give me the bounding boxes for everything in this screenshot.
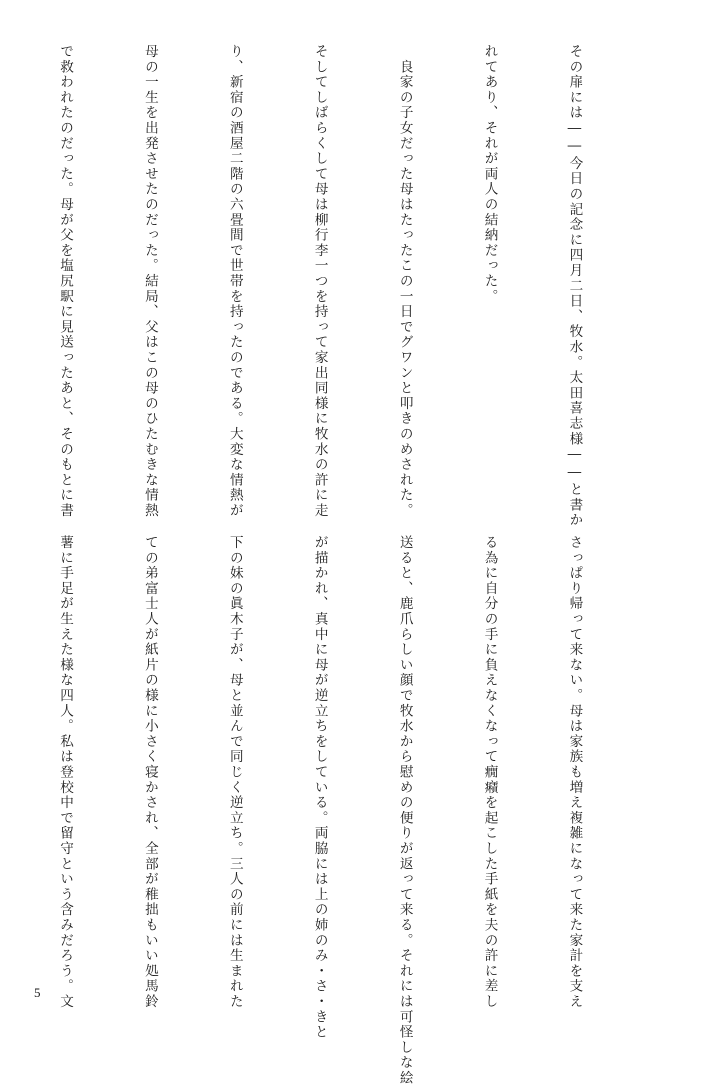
text-column: 薯に手足が生えた様な四人。私は登校中で留守という含みだろう。文 (57, 535, 74, 1010)
text-column: ての弟富士人が紙片の様に小さく寝かされ、全部が稚拙もいい処馬鈴 (141, 535, 158, 1010)
page-number: 5 (34, 985, 41, 1000)
text-column: さっぱり帰って来ない。母は家族も増え複雑になって来た家計を支え (566, 535, 583, 1010)
text-column: で救われたのだった。母が父を塩尻駅に見送ったあと、そのもとに書 (57, 44, 74, 519)
text-column: 送ると、鹿爪らしい顔で牧水から慰めの便りが返って来る。それには可怪しな絵 (396, 535, 413, 1086)
text-column: 良家の子女だった母はたったこの一日でグワンと叩きのめされた。 (396, 44, 413, 519)
text-column: そしてしばらくして母は柳行李一つを持って家出同様に牧水の許に走 (311, 44, 328, 519)
text-column: 母の一生を出発させたのだった。結局、父はこの母のひたむきな情熱 (141, 44, 158, 519)
text-column: が描かれ、真中に母が逆立ちをしている。両脇には上の姉のみ・さ・きと (311, 535, 328, 1040)
text-column: る為に自分の手に負えなくなって癇癪を起こした手紙を夫の許に差し (481, 535, 498, 1010)
upper-text-block (57, 44, 645, 528)
text-column: れてあり、それが両人の結納だった。 (481, 44, 498, 305)
text-column: 下の妹の眞木子が、母と並んで同じく逆立ち。三人の前には生まれた (226, 535, 243, 1010)
lower-text-block (57, 535, 645, 1086)
text-column: り、新宿の酒屋二階の六畳間で世帯を持ったのである。大変な情熱が (226, 44, 243, 519)
text-column: その扉には――今日の記念に四月二日、牧水。太田喜志様――と書か (566, 44, 583, 528)
